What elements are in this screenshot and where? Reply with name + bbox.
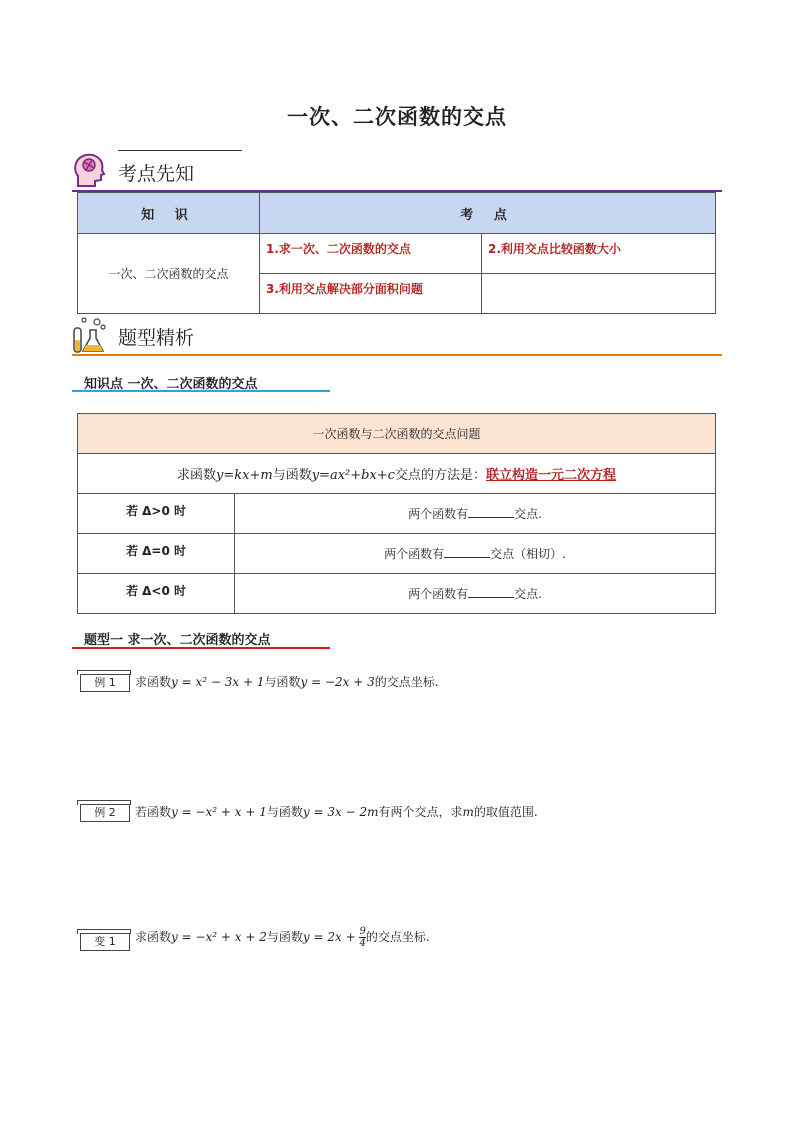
divider xyxy=(118,150,242,151)
example-tag: 例 2 xyxy=(80,804,130,822)
result-cell: 两个函数有 交点（相切）. xyxy=(235,534,716,574)
section-header-tixing xyxy=(72,314,722,356)
heading-underline xyxy=(72,647,330,649)
section-rule xyxy=(72,354,722,356)
intersection-table xyxy=(77,413,716,614)
example-2-text: 若函数y = −x² + x + 1与函数y = 3x − 2m有两个交点，求m的取值范围. xyxy=(135,805,538,819)
section-title: 题型精析 xyxy=(118,327,195,349)
empty-cell xyxy=(482,274,716,314)
page-title: 一次、二次函数的交点 xyxy=(287,105,507,129)
section-title: 考点先知 xyxy=(118,163,195,185)
method-row: 求函数y=kx+m与函数y=ax²+bx+c交点的方法是：联立构造一元二次方程 xyxy=(78,454,716,494)
knowledge-table xyxy=(77,192,716,314)
result-cell: 两个函数有 交点. xyxy=(235,574,716,614)
example-tag: 变 1 xyxy=(80,933,130,951)
point-2: 2.利用交点比较函数大小 xyxy=(482,234,716,274)
heading-underline xyxy=(72,390,330,392)
point-1: 1.求一次、二次函数的交点 xyxy=(260,234,482,274)
example-tag: 例 1 xyxy=(80,674,130,692)
section-header-kaodian xyxy=(72,150,722,192)
fraction: $\frac{9}{4}$ xyxy=(359,926,366,949)
topic-cell: 一次、二次函数的交点 xyxy=(78,234,260,314)
thinking-head-icon xyxy=(72,150,108,190)
fill-blank xyxy=(444,545,490,558)
example-1-text: 求函数y = x² − 3x + 1与函数y = −2x + 3的交点坐标. xyxy=(135,675,439,689)
type-heading: 题型一 求一次、二次函数的交点 xyxy=(84,633,271,648)
variant-1-text: 求函数y = −x² + x + 2与函数y = 2x + $\frac{9}{4}$ 的交点坐标. xyxy=(135,926,430,949)
condition-cell: 若 Δ=0 时 xyxy=(78,534,235,574)
col-header-knowledge: 知 识 xyxy=(78,193,260,234)
col-header-points: 考 点 xyxy=(260,193,716,234)
knowledge-point-heading: 知识点 一次、二次函数的交点 xyxy=(84,377,258,392)
fill-blank xyxy=(468,585,514,598)
point-3: 3.利用交点解决部分面积问题 xyxy=(260,274,482,314)
method-key: 联立构造一元二次方程 xyxy=(485,468,616,483)
condition-cell: 若 Δ>0 时 xyxy=(78,494,235,534)
result-cell: 两个函数有 交点. xyxy=(235,494,716,534)
condition-cell: 若 Δ<0 时 xyxy=(78,574,235,614)
table-header: 一次函数与二次函数的交点问题 xyxy=(78,414,716,454)
lab-flask-icon xyxy=(72,314,108,354)
fill-blank xyxy=(468,505,514,518)
